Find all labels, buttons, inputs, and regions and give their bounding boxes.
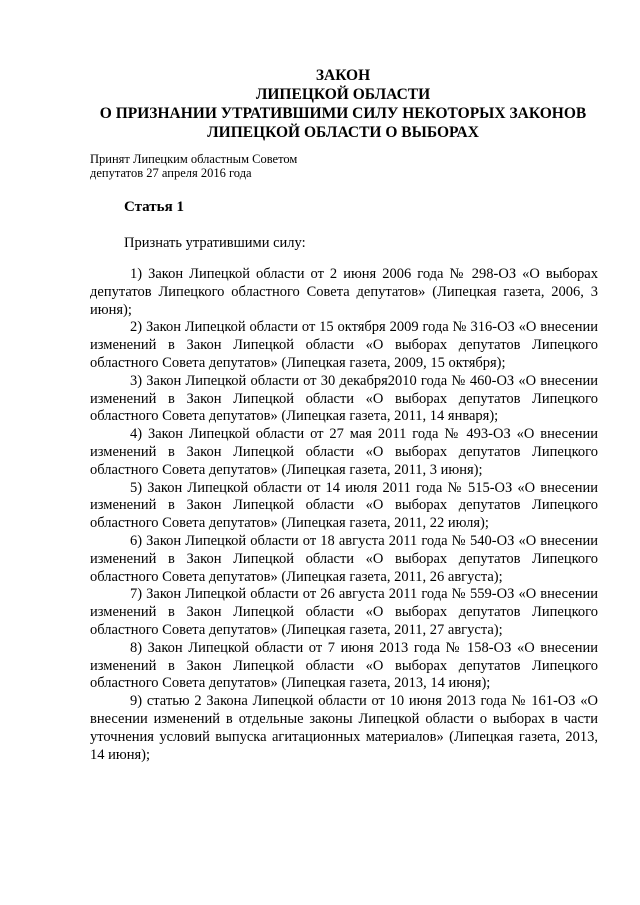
adoption-line: депутатов 27 апреля 2016 года xyxy=(90,166,252,180)
list-item: 3) Закон Липецкой области от 30 декабря2010 года № 460-ОЗ «О внесении изменений в Закон Липецкой области «О выборах депутатов Липецкого областного Совета депутатов» (Липецкая газета, 2011, 14 января); xyxy=(90,372,598,425)
list-item: 4) Закон Липецкой области от 27 мая 2011 года № 493-ОЗ «О внесении изменений в Закон Липецкой области «О выборах депутатов Липецкого областного Совета депутатов» (Липецкая газета, 2011, 3 июня); xyxy=(90,426,598,478)
title-line: ЛИПЕЦКОЙ ОБЛАСТИ xyxy=(255,86,431,103)
article-heading: Статья 1 xyxy=(124,199,184,215)
adoption-line: Принят Липецким областным Советом xyxy=(90,152,298,166)
list-item: 9) статью 2 Закона Липецкой области от 10 июня 2013 года № 161-ОЗ «О внесении изменений в отдельные законы Липецкой области о выборах в части уточнения условий выпуска агитационных материалов» (Липецкая газета, 2013, 14 июня); xyxy=(90,693,598,763)
adoption-note xyxy=(90,152,297,180)
law-title xyxy=(88,66,598,142)
list-item: 1) Закон Липецкой области от 2 июня 2006 года № 298-ОЗ «О выборах депутатов Липецкого областного Совета депутатов» (Липецкая газета, 2006, 3 июня); xyxy=(90,266,598,318)
list-item: 8) Закон Липецкой области от 7 июня 2013 года № 158-ОЗ «О внесении изменений в Закон Липецкой области «О выборах депутатов Липецкого областного Совета депутатов» (Липецкая газета, 2013, 14 июня); xyxy=(90,639,598,692)
list-item: 2) Закон Липецкой области от 15 октября 2009 года № 316-ОЗ «О внесении изменений в Закон Липецкой области «О выборах депутатов Липецкого областного Совета депутатов» (Липецкая газета, 2009, 15 октября); xyxy=(90,319,598,371)
title-line: ЗАКОН xyxy=(315,67,371,84)
list-item: 6) Закон Липецкой области от 18 августа 2011 года № 540-ОЗ «О внесении изменений в Закон Липецкой области «О выборах депутатов Липецкого областного Совета депутатов» (Липецкая газета, 2011, 26 августа); xyxy=(90,532,598,585)
list-item: 7) Закон Липецкой области от 26 августа 2011 года № 559-ОЗ «О внесении изменений в Закон Липецкой области «О выборах депутатов Липецкого областного Совета депутатов» (Липецкая газета, 2011, 27 августа); xyxy=(90,586,598,638)
list-item: 5) Закон Липецкой области от 14 июля 2011 года № 515-ОЗ «О внесении изменений в Закон Липецкой области «О выборах депутатов Липецкого областного Совета депутатов» (Липецкая газета, 2011, 22 июля); xyxy=(90,479,598,532)
article-intro: Признать утратившими силу: xyxy=(124,235,306,251)
title-line: О ПРИЗНАНИИ УТРАТИВШИМИ СИЛУ НЕКОТОРЫХ ЗАКОНОВ xyxy=(99,105,587,122)
title-line: ЛИПЕЦКОЙ ОБЛАСТИ О ВЫБОРАХ xyxy=(207,124,479,141)
repealed-laws-list xyxy=(90,266,598,764)
